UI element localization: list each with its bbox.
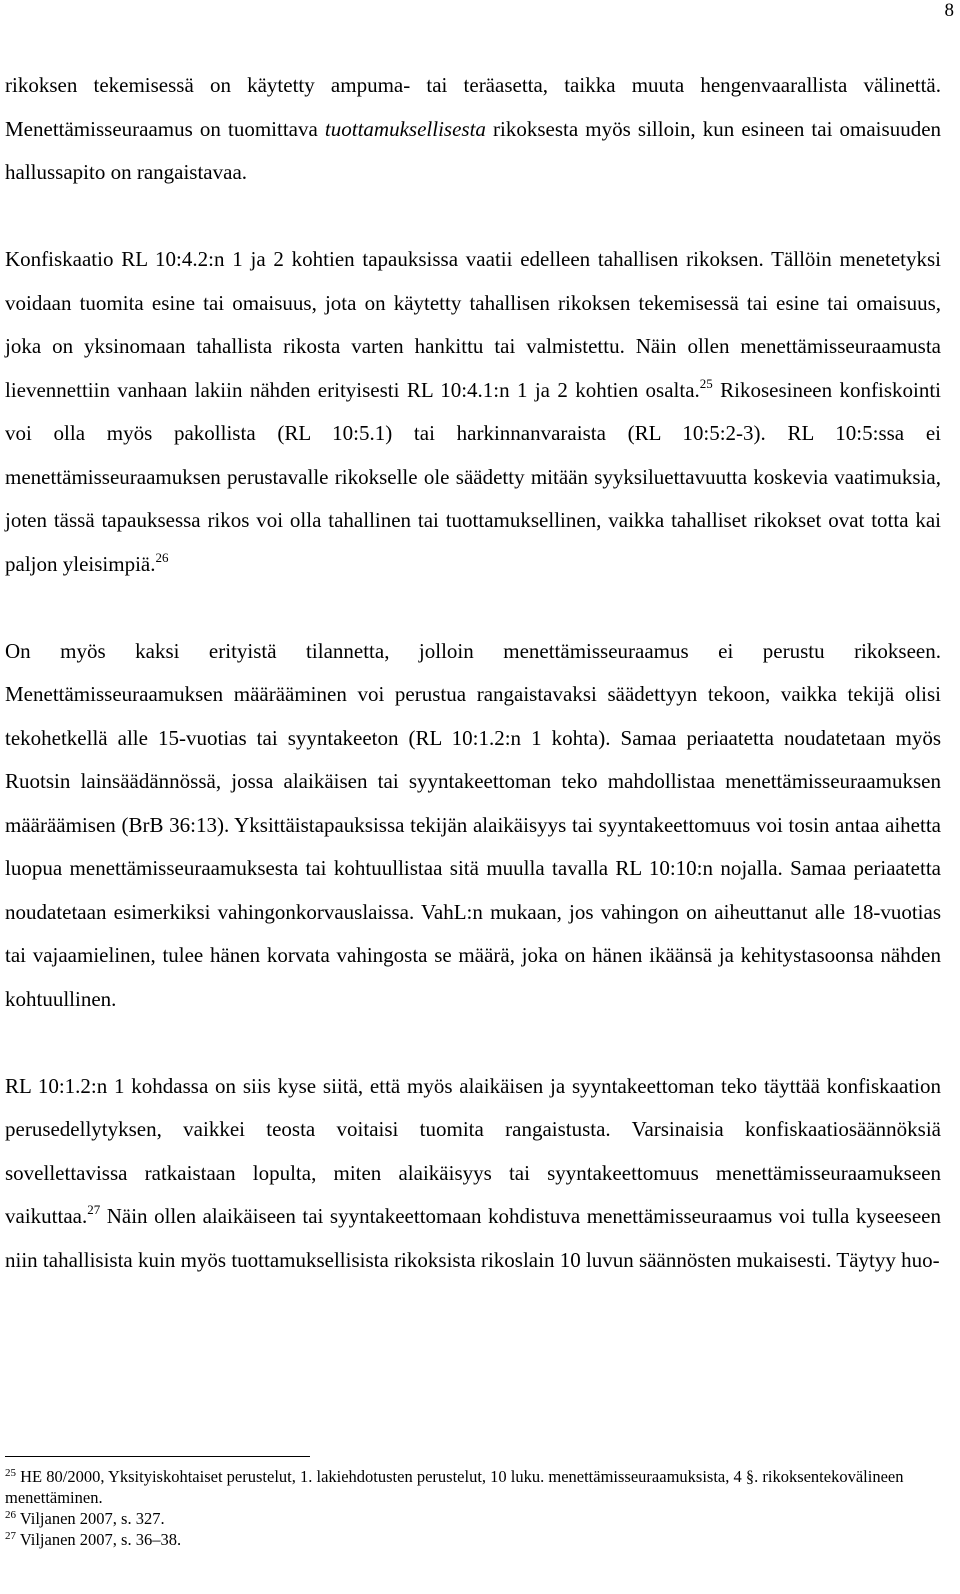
footnote-number: 27 bbox=[5, 1530, 16, 1542]
footnote bbox=[5, 1508, 941, 1529]
paragraph bbox=[5, 238, 941, 586]
footnote-text: Viljanen 2007, s. 327. bbox=[16, 1509, 165, 1528]
footnote-reference: 27 bbox=[87, 1202, 101, 1217]
footnotes bbox=[5, 1466, 941, 1550]
paragraph-text: RL 10:1.2:n 1 kohdassa on siis kyse siitä, että myös alaikäisen ja syyntakeettoman teko täyttää konfiskaation perusedellytyksen, vaikkei teosta voitaisi tuomita rangaistusta. Varsinaisia konfiskaatiosäännöksiä sovellettavissa ratkaistaan lopulta, miten alaikäisyys tai syyntakeettomuus menettämisseuraamukseen vaikuttaa. bbox=[5, 1073, 941, 1228]
page-number: 8 bbox=[944, 0, 954, 21]
paragraph bbox=[5, 630, 941, 1022]
italic-text: tuottamuksellisesta bbox=[324, 116, 486, 141]
paragraph-text: rikoksen tekemisessä on käytetty ampuma- tai teräasetta, taikka muuta hengenvaarallista välinettä. Menettämisseuraamus on tuomittava bbox=[5, 73, 941, 141]
paragraph-text: rikoksesta myös silloin, kun esineen tai omaisuuden hallussapito on rangaistavaa. bbox=[5, 116, 942, 184]
body-text bbox=[5, 64, 941, 1282]
paragraph-text: Näin ollen alaikäiseen tai syyntakeettomaan kohdistuva menettämisseuraamus voi tulla kyseeseen niin tahallisista kuin myös tuottamuksellisista rikoksista rikoslain 10 luvun säännösten mukaisesti. Täytyy huo- bbox=[5, 1204, 941, 1272]
footnote-text: HE 80/2000, Yksityiskohtaiset perustelut, 1. lakiehdotusten perustelut, 10 luku. menettämisseuraamuksista, 4 §. rikoksentekovälineen menettäminen. bbox=[5, 1467, 904, 1507]
paragraph-text: On myös kaksi erityistä tilannetta, jolloin menettämisseuraamus ei perustu rikokseen. Menettämisseuraamuksen määrääminen voi perustua rangaistavaksi säädettyyn tekoon, vaikka tekijä olisi tekohetkellä alle 15-vuotias tai syyntakeeton (RL 10:1.2:n 1 kohta). Samaa periaatetta noudatetaan myös Ruotsin lainsäädännössä, jossa alaikäisen tai syyntakeettoman teko mahdollistaa menettämisseuraamuksen määräämisen (BrB 36:13). Yksittäistapauksissa tekijän alaikäisyys tai syyntakeettomuus voi tosin antaa aihetta luopua menettämisseuraamuksesta tai kohtuullistaa sitä muulla tavalla RL 10:10:n nojalla. Samaa periaatetta noudatetaan esimerkiksi vahingonkorvauslaissa. VahL:n mukaan, jos vahingon on aiheuttanut alle 18-vuotias tai vajaamielinen, tulee hänen korvata vahingosta se määrä, joka on hänen ikäänsä ja kehitystasoonsa nähden kohtuullinen. bbox=[5, 638, 941, 1011]
paragraph bbox=[5, 64, 941, 195]
footnote-reference: 26 bbox=[155, 549, 169, 565]
footnote-number: 26 bbox=[5, 1509, 16, 1521]
footnote-number: 25 bbox=[5, 1467, 16, 1479]
paragraph-text: Rikosesineen konfiskointi voi olla myös pakollista (RL 10:5.1) tai harkinnanvaraista (RL 10:5:2-3). RL 10:5:ssa ei menettämisseuraamuksen perustavalle rikokselle ole säädetty mitään syyksiluettavuutta koskevia vaatimuksia, joten tässä tapauksessa rikos voi olla tahallinen tai tuottamuksellinen, vaikka tahalliset rikokset ovat totta kai paljon yleisimpiä. bbox=[5, 377, 941, 576]
footnote-text: Viljanen 2007, s. 36–38. bbox=[16, 1530, 182, 1549]
paragraph-text: Konfiskaatio RL 10:4.2:n 1 ja 2 kohtien tapauksissa vaatii edelleen tahallisen rikoksen. Tällöin menetetyksi voidaan tuomita esine tai omaisuus, jota on käytetty tahallisen rikoksen tekemisessä tai esine tai omaisuus, joka on yksinomaan tahallista rikosta varten hankittu tai valmistettu. Näin ollen menettämisseuraamusta lievennettiin vanhaan lakiin nähden erityisesti RL 10:4.1:n 1 ja 2 kohtien osalta. bbox=[5, 247, 941, 402]
footnote-reference: 25 bbox=[699, 375, 713, 391]
paragraph bbox=[5, 1065, 941, 1283]
footnote bbox=[5, 1466, 941, 1508]
footnote-separator bbox=[5, 1456, 310, 1457]
footnote bbox=[5, 1529, 941, 1550]
